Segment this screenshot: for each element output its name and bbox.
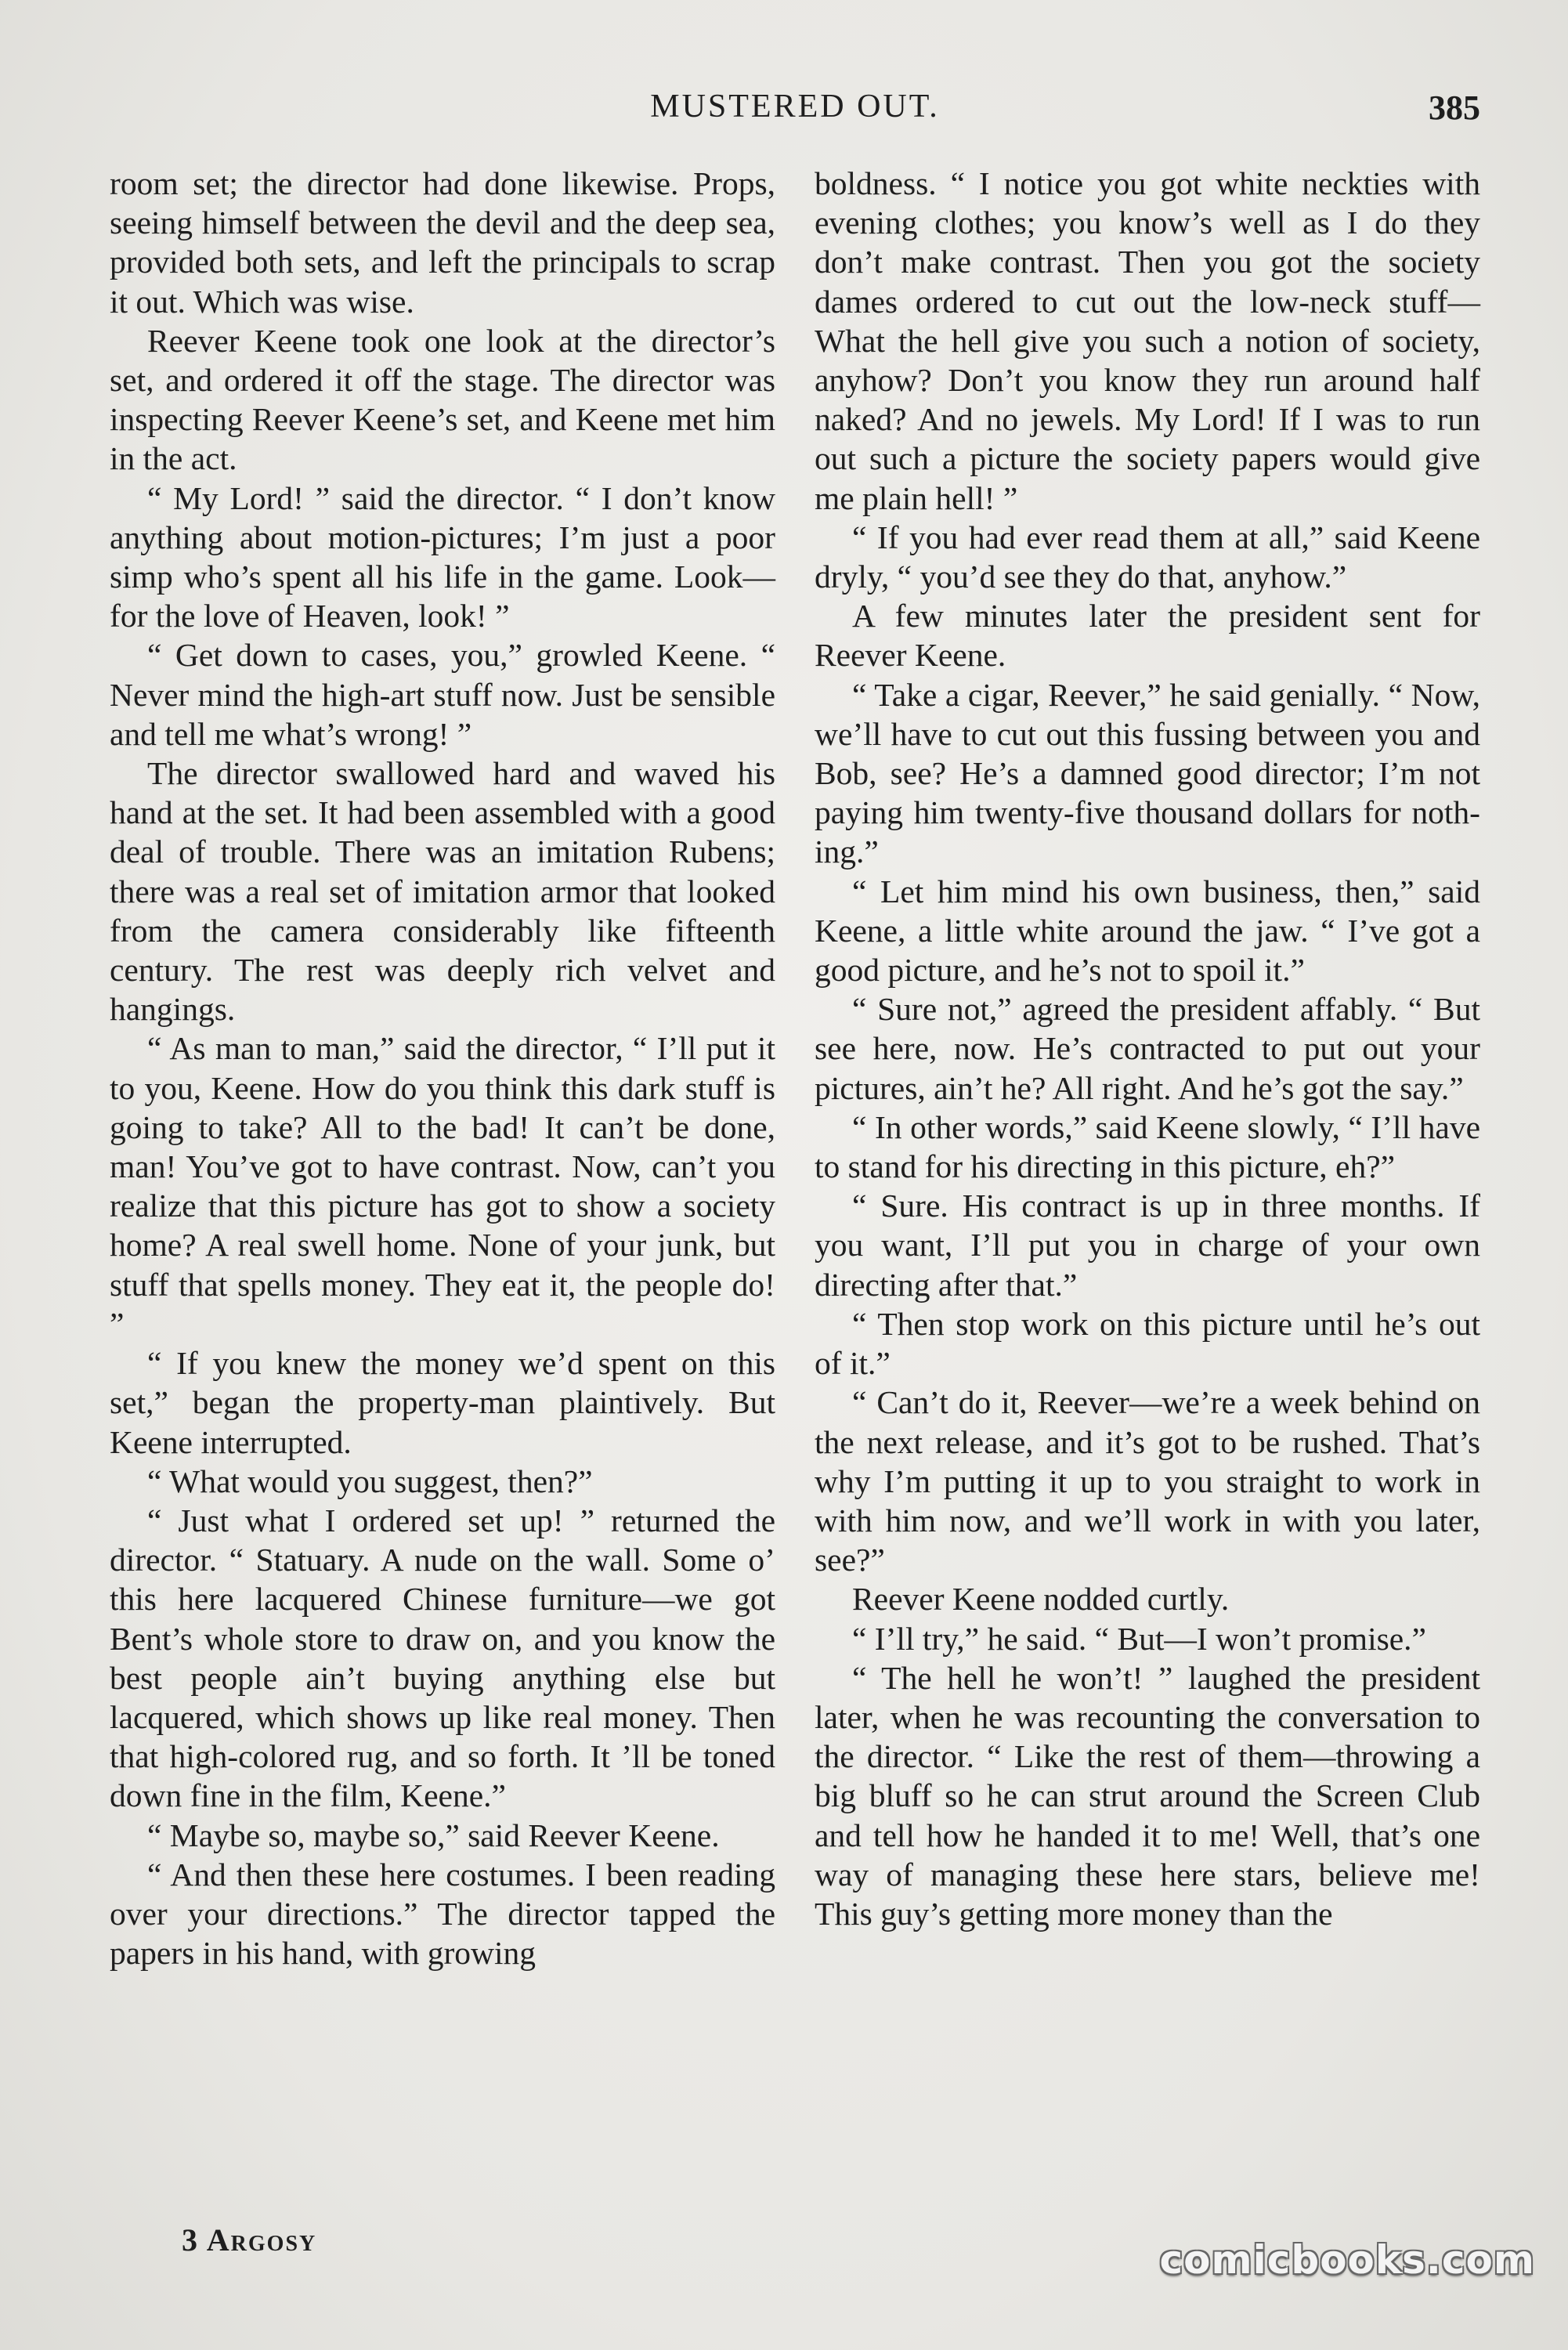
paragraph: “ Then stop work on this picture until he’s out of it.”: [815, 1305, 1480, 1382]
paragraph: “ I’ll try,” he said. “ But—I won’t promise.”: [852, 1620, 1426, 1657]
paragraph: “ And then these here costumes. I been reading over your directions.” The director tapped the papers in his hand, with growing: [110, 1856, 775, 1972]
paragraph: “ Can’t do it, Reever—we’re a week behind on the next release, and it’s got to be rushed. That’s why I’m putting it up to you straight to work in with him now, and we’ll work in with you later, see?”: [815, 1384, 1480, 1578]
paragraph: “ Take a cigar, Reever,” he said genially. “ Now, we’ll have to cut out this fussing between you and Bob, see? He’s a damned good director; I’m not paying him twenty-five thousand dollars for nothing.”: [815, 676, 1480, 870]
right-column: [815, 164, 1480, 1933]
running-title: MUSTERED OUT.: [650, 89, 940, 125]
paragraph: “ As man to man,” said the director, “ I’ll put it to you, Keene. How do you think this dark stuff is going to take? All to the bad! It can’t be done, man! You’ve got to have contrast. Now, can’t you realize that this picture has got to show a society home? A real swell home. None of your junk, but stuff that spells money. They eat it, the people do! ”: [110, 1030, 775, 1342]
paragraph: “ Let him mind his own business, then,” said Keene, a little white around the jaw. “ I’ve got a good picture, and he’s not to spoil it.”: [815, 873, 1480, 989]
paragraph: “ If you knew the money we’d spent on this set,” began the property-man plaintively. But Keene interrupted.: [110, 1345, 775, 1460]
watermark-logo: comicbooks.com: [1159, 2237, 1535, 2283]
paragraph: “ Sure not,” agreed the president affably. “ But see here, now. He’s contracted to put out your pictures, ain’t he? All right. And he’s got the say.”: [815, 991, 1480, 1106]
paragraph: Reever Keene nodded curtly.: [852, 1581, 1230, 1618]
left-column: [110, 164, 775, 1972]
paragraph: “ Just what I ordered set up! ” returned the director. “ Statuary. A nude on the wall. Some o’ this here lacquered Chinese furniture—we got Bent’s whole store to draw on, and you know the best people ain’t buying anything else but lacquered, which shows up like real money. Then that high-colored rug, and so forth. It ’ll be toned down fine in the film, Keene.”: [110, 1502, 775, 1814]
paragraph: “ If you had ever read them at all,” said Keene dryly, “ you’d see they do that, anyhow.”: [815, 519, 1480, 595]
paragraph: The director swallowed hard and waved his hand at the set. It had been assembled with a good deal of trouble. There was an imitation Rubens; there was a real set of imitation armor that looked from the camera considerably like fifteenth century. The rest was deeply rich velvet and hangings.: [110, 755, 775, 1028]
paragraph: boldness. “ I notice you got white neckties with evening clothes; you know’s well as I do they don’t make contrast. Then you got the society dames ordered to cut out the low-neck stuff— What the hell give you such a notion of society, anyhow? Don’t you know they run around half naked? And no jewels. My Lord! If I was to run out such a picture the society papers would give me plain hell! ”: [815, 165, 1480, 516]
signature-mark: 3 Argosy: [182, 2222, 317, 2258]
paragraph: “ Maybe so, maybe so,” said Reever Keene.: [147, 1817, 720, 1853]
paragraph: A few minutes later the president sent for Reever Keene.: [815, 598, 1480, 674]
page-number: 385: [1429, 89, 1480, 127]
paragraph: “ My Lord! ” said the director. “ I don’t know anything about motion-pictures; I’m just a poor simp who’s spent all his life in the game. Look—for the love of Heaven, look! ”: [110, 479, 775, 634]
paragraph: “ In other words,” said Keene slowly, “ I’ll have to stand for his directing in this picture, eh?”: [815, 1108, 1480, 1185]
paragraph: room set; the director had done likewise. Props, seeing himself between the devil and the deep sea, provided both sets, and left the principals to scrap it out. Which was wise.: [110, 165, 775, 320]
paragraph: “ What would you suggest, then?”: [147, 1462, 593, 1499]
paragraph: “ Get down to cases, you,” growled Keene. “ Never mind the high-art stuff now. Just be sensible and tell me what’s wrong! ”: [110, 637, 775, 752]
paragraph: Reever Keene took one look at the director’s set, and ordered it off the stage. The director was inspecting Reever Keene’s set, and Keene met him in the act.: [110, 322, 775, 477]
page-header: [110, 88, 1480, 135]
paragraph: “ The hell he won’t! ” laughed the president later, when he was recounting the conversation to the director. “ Like the rest of them—throwing a big bluff so he can strut around the Screen Club and tell how he handed it to me! Well, that’s one way of managing these here stars, believe me! This guy’s getting more money than the: [815, 1659, 1480, 1932]
paragraph: “ Sure. His contract is up in three months. If you want, I’ll put you in charge of your own directing after that.”: [815, 1188, 1480, 1303]
